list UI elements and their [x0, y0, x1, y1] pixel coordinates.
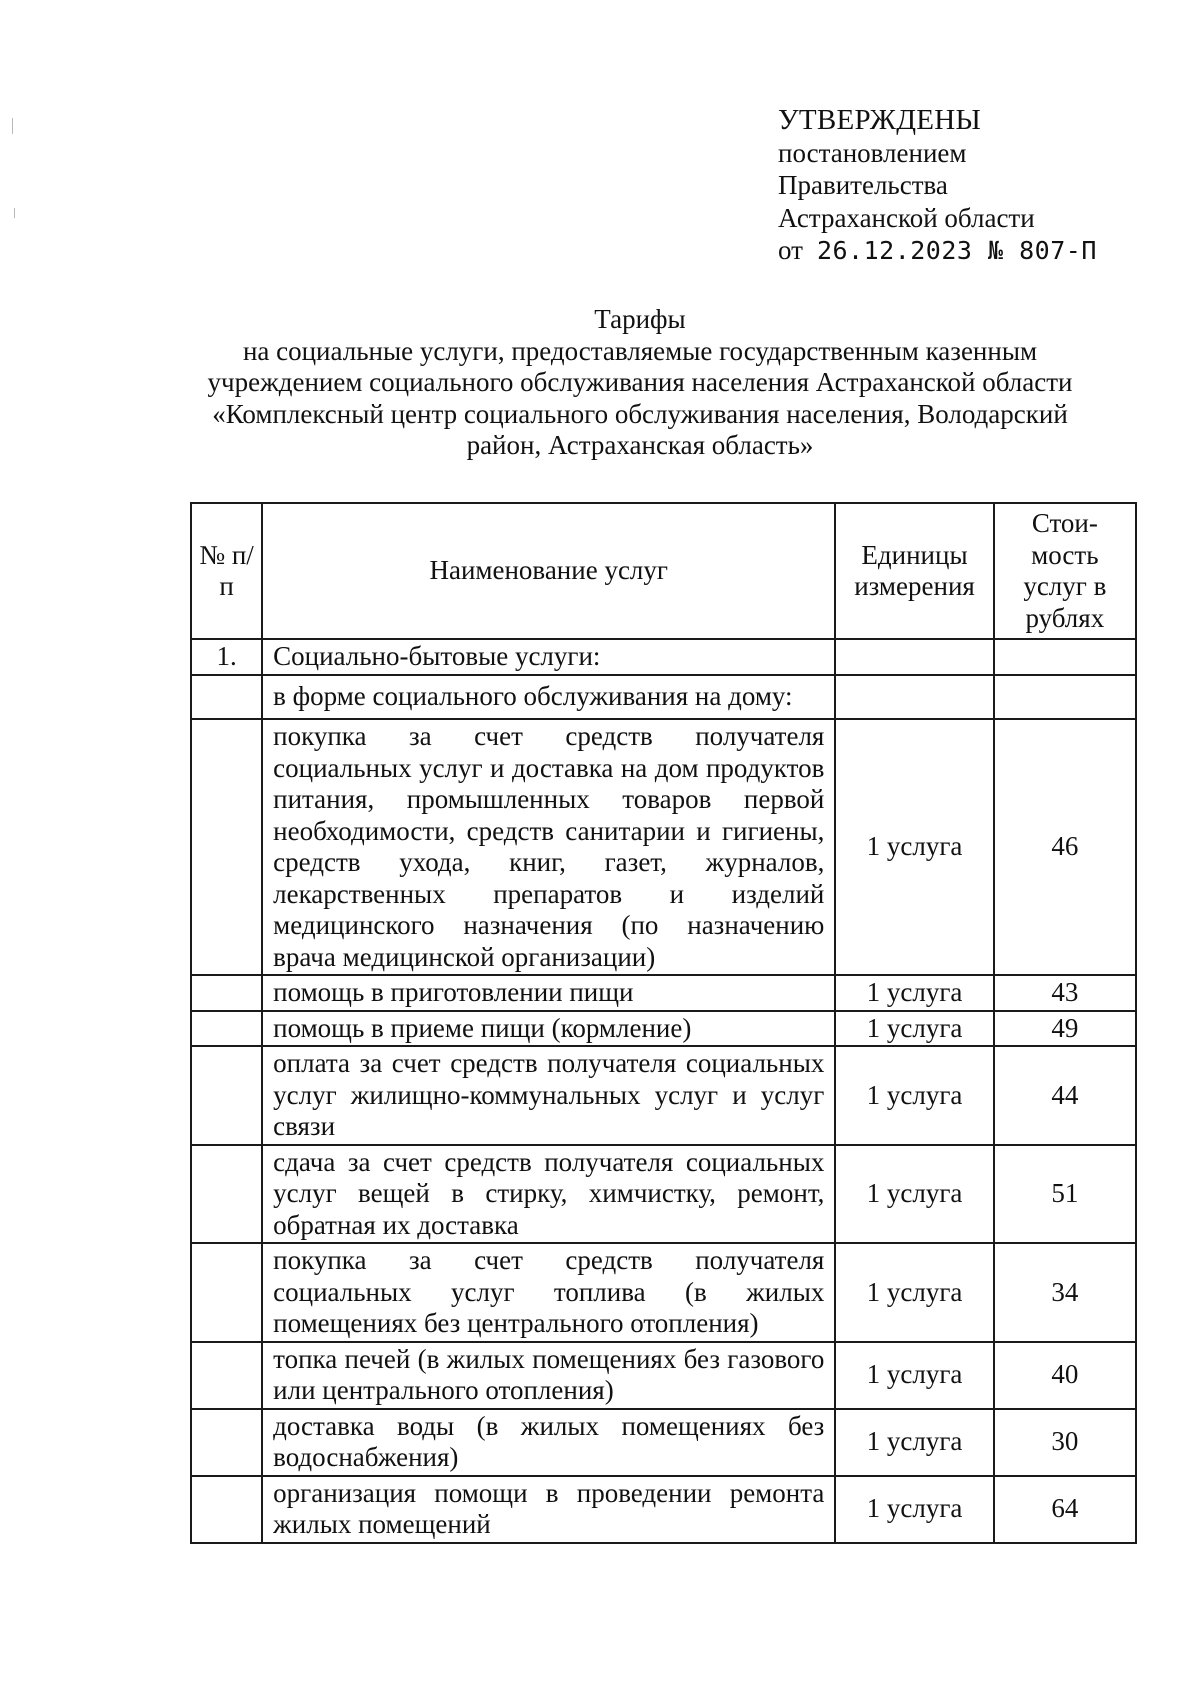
service-name: доставка воды (в жилых помещениях без водоснабжения) — [262, 1409, 835, 1476]
service-cost: 43 — [994, 975, 1136, 1011]
empty-cell — [835, 675, 993, 719]
row-num-cell — [191, 1243, 262, 1342]
service-name: топка печей (в жилых помещениях без газового или центрального отопления) — [262, 1342, 835, 1409]
service-cost: 51 — [994, 1145, 1136, 1244]
service-unit: 1 услуга — [835, 1011, 993, 1047]
service-name: покупка за счет средств получателя социальных услуг топлива (в жилых помещениях без центрального отопления) — [262, 1243, 835, 1342]
table-row — [191, 1342, 1136, 1409]
service-cost: 40 — [994, 1342, 1136, 1409]
row-num-cell — [191, 719, 262, 975]
service-name: помощь в приеме пищи (кормление) — [262, 1011, 835, 1047]
table-row — [191, 719, 1136, 975]
document-title — [200, 304, 1080, 462]
tariffs-table — [190, 502, 1137, 1544]
header-name: Наименование услуг — [262, 503, 835, 639]
section-num: 1. — [191, 639, 262, 675]
empty-cell — [835, 639, 993, 675]
row-num-cell — [191, 1342, 262, 1409]
scan-mark — [14, 208, 15, 218]
empty-cell — [191, 675, 262, 719]
service-name: покупка за счет средств получателя социальных услуг и доставка на дом продуктов питания, промышленных товаров первой необходимости, средств санитарии и гигиены, средств ухода, книг, газет, журналов, лекарственных препаратов и изделий медицинского назначения (по назначению врача медицинской организации) — [262, 719, 835, 975]
service-name: оплата за счет средств получателя социальных услуг жилищно-коммунальных услуг и услуг связи — [262, 1046, 835, 1145]
service-cost: 30 — [994, 1409, 1136, 1476]
table-row — [191, 1409, 1136, 1476]
subsection-row — [191, 675, 1136, 719]
row-num-cell — [191, 1011, 262, 1047]
table-header-row — [191, 503, 1136, 639]
table-row — [191, 1145, 1136, 1244]
service-cost: 34 — [994, 1243, 1136, 1342]
date-number: 26.12.2023 № 807-П — [816, 236, 1097, 265]
row-num-cell — [191, 1145, 262, 1244]
table-row — [191, 1243, 1136, 1342]
scan-mark — [12, 118, 13, 134]
row-num-cell — [191, 1476, 262, 1543]
subsection-name: в форме социального обслуживания на дому: — [262, 675, 835, 719]
table-row — [191, 1476, 1136, 1543]
service-cost: 44 — [994, 1046, 1136, 1145]
approval-date-line — [778, 234, 1097, 268]
section-row — [191, 639, 1136, 675]
table-row — [191, 1011, 1136, 1047]
service-name: сдача за счет средств получателя социальных услуг вещей в стирку, химчистку, ремонт, обратная их доставка — [262, 1145, 835, 1244]
service-cost: 64 — [994, 1476, 1136, 1543]
title-line: учреждением социального обслуживания населения Астраханской области — [207, 367, 1073, 397]
service-unit: 1 услуга — [835, 1243, 993, 1342]
title-line: «Комплексный центр социального обслуживания населения, Володарский — [212, 398, 1068, 429]
service-unit: 1 услуга — [835, 1342, 993, 1409]
service-name: организация помощи в проведении ремонта жилых помещений — [262, 1476, 835, 1543]
header-cost: Стои-мость услуг в рублях — [994, 503, 1136, 639]
header-unit: Единицы измерения — [835, 503, 993, 639]
empty-cell — [994, 675, 1136, 719]
service-name: помощь в приготовлении пищи — [262, 975, 835, 1011]
service-unit: 1 услуга — [835, 1046, 993, 1145]
table-row — [191, 1046, 1136, 1145]
title-line: район, Астраханская область» — [466, 430, 814, 460]
approval-line: Астраханской области — [778, 202, 1035, 233]
section-name: Социально-бытовые услуги: — [262, 639, 835, 675]
date-prefix: от — [778, 235, 803, 265]
service-unit: 1 услуга — [835, 1409, 993, 1476]
approval-line: Правительства — [778, 170, 948, 200]
row-num-cell — [191, 975, 262, 1011]
service-cost: 49 — [994, 1011, 1136, 1047]
approval-stamp — [778, 104, 1097, 268]
approval-head: УТВЕРЖДЕНЫ — [778, 104, 982, 136]
approval-line: постановлением — [778, 137, 967, 168]
row-num-cell — [191, 1046, 262, 1145]
service-unit: 1 услуга — [835, 1145, 993, 1244]
service-unit: 1 услуга — [835, 1476, 993, 1543]
title-line: Тарифы — [594, 304, 686, 334]
service-unit: 1 услуга — [835, 975, 993, 1011]
service-unit: 1 услуга — [835, 719, 993, 975]
service-cost: 46 — [994, 719, 1136, 975]
header-num: № п/п — [191, 503, 262, 639]
table-row — [191, 975, 1136, 1011]
row-num-cell — [191, 1409, 262, 1476]
empty-cell — [994, 639, 1136, 675]
title-line: на социальные услуги, предоставляемые государственным казенным — [242, 335, 1038, 366]
